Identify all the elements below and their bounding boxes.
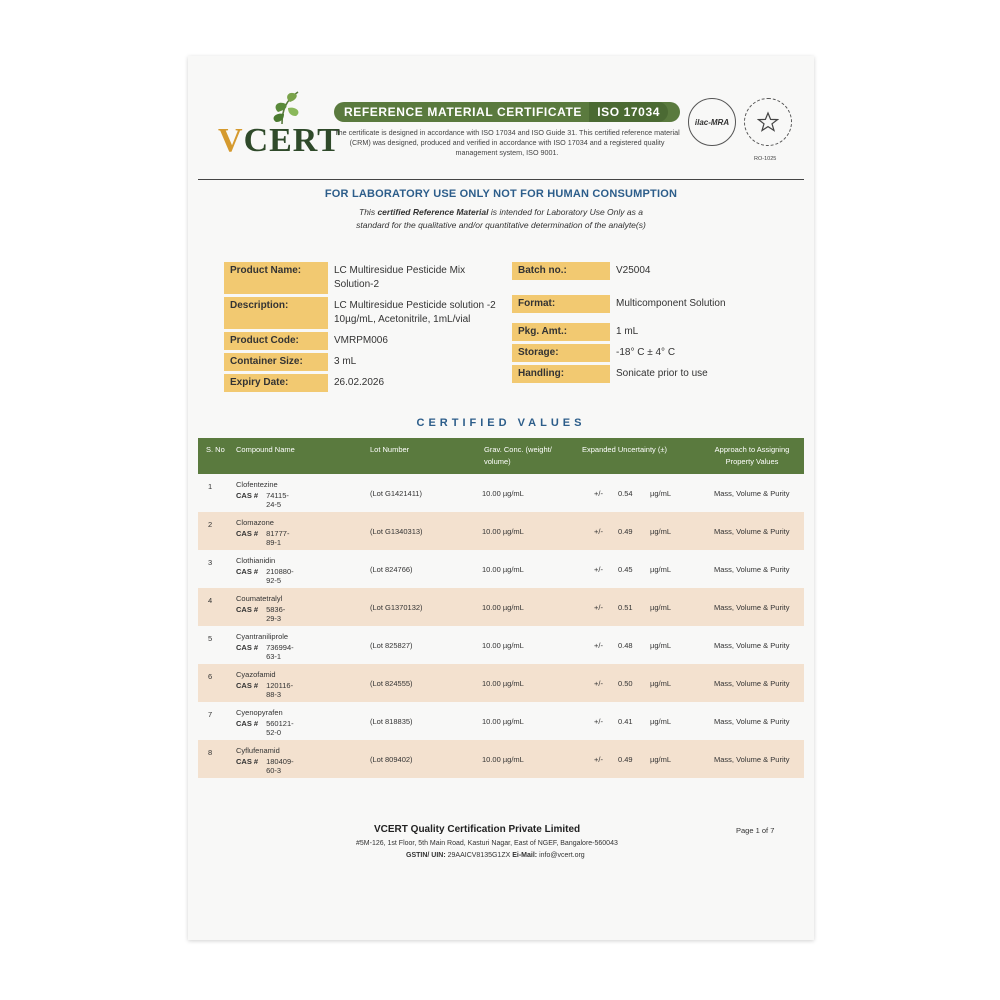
plus-minus: +/- [594, 489, 603, 498]
info-row [512, 295, 800, 313]
uncertainty: 0.51 [618, 603, 633, 612]
approach: Mass, Volume & Purity [714, 641, 790, 650]
cas-label: CAS # [236, 643, 259, 652]
lab-use-subtitle [348, 206, 654, 232]
row-sno: 8 [208, 748, 213, 757]
cas-value: 180409-60-3 [266, 757, 294, 775]
info-key: Container Size: [224, 353, 328, 371]
info-value: LC Multiresidue Pesticide solution -2 10µg/mL, Acetonitrile, 1mL/vial [334, 300, 496, 325]
uncertainty-unit: µg/mL [650, 565, 671, 574]
vcert-logo [218, 122, 341, 160]
cas-number [236, 757, 294, 775]
plus-minus: +/- [594, 679, 603, 688]
grav-conc: 10.00 µg/mL [482, 603, 524, 612]
gst-label: GSTIN/ UIN: [406, 852, 446, 859]
info-row [512, 323, 800, 341]
table-row [198, 588, 804, 626]
approach: Mass, Volume & Purity [714, 679, 790, 688]
header-divider [198, 179, 804, 180]
cas-number [236, 643, 294, 661]
email-label: Ei-Mail: [512, 852, 538, 859]
approach: Mass, Volume & Purity [714, 527, 790, 536]
compound-name: Cyantraniliprole [236, 632, 289, 641]
header-sno: S. No [206, 445, 225, 454]
accreditation-seal-icon [744, 98, 792, 146]
lot-number: (Lot G1370132) [370, 603, 423, 612]
info-row [224, 374, 508, 392]
compound-name: Clomazone [236, 518, 274, 527]
approach: Mass, Volume & Purity [714, 717, 790, 726]
uncertainty-unit: µg/mL [650, 527, 671, 536]
uncertainty-unit: µg/mL [650, 755, 671, 764]
seal-caption: RO-1025 [754, 156, 777, 162]
cas-label: CAS # [236, 757, 259, 766]
cas-value: 81777-89-1 [266, 529, 290, 547]
info-key: Batch no.: [512, 262, 610, 280]
uncertainty: 0.54 [618, 489, 633, 498]
uncertainty: 0.45 [618, 565, 633, 574]
logo-v: V [218, 122, 244, 159]
row-sno: 5 [208, 634, 213, 643]
table-row [198, 740, 804, 778]
info-value: VMRPM006 [334, 335, 388, 346]
uncertainty-unit: µg/mL [650, 489, 671, 498]
grav-conc: 10.00 µg/mL [482, 717, 524, 726]
grav-conc: 10.00 µg/mL [482, 755, 524, 764]
info-row [224, 262, 508, 294]
approach: Mass, Volume & Purity [714, 755, 790, 764]
plus-minus: +/- [594, 641, 603, 650]
row-sno: 4 [208, 596, 213, 605]
info-value: LC Multiresidue Pesticide Mix Solution-2 [334, 265, 466, 290]
uncertainty-unit: µg/mL [650, 603, 671, 612]
grav-conc: 10.00 µg/mL [482, 565, 524, 574]
footer-company: VCERT Quality Certification Private Limited [374, 824, 581, 835]
uncertainty-unit: µg/mL [650, 641, 671, 650]
certified-values-title: CERTIFIED VALUES [416, 417, 586, 429]
header-approach: Approach to Assigning Property Values [714, 445, 790, 466]
lab-use-title: FOR LABORATORY USE ONLY NOT FOR HUMAN CONSUMPTION [324, 188, 678, 200]
info-value: 1 mL [616, 326, 639, 337]
grav-conc: 10.00 µg/mL [482, 641, 524, 650]
cas-label: CAS # [236, 529, 259, 538]
lot-number: (Lot 824766) [370, 565, 413, 574]
row-sno: 2 [208, 520, 213, 529]
uncertainty-unit: µg/mL [650, 679, 671, 688]
compound-name: Cyazofamid [236, 670, 276, 679]
product-info-right [512, 262, 800, 386]
plus-minus: +/- [594, 565, 603, 574]
approach: Mass, Volume & Purity [714, 603, 790, 612]
plus-minus: +/- [594, 717, 603, 726]
star-emblem-icon [757, 111, 779, 133]
banner-iso: ISO 17034 [589, 102, 668, 122]
row-sno: 3 [208, 558, 213, 567]
row-sno: 6 [208, 672, 213, 681]
subtitle-post: is intended for Laboratory Use Only as a standard for the qualitative and/or quantitative determination of the analyte(s) [356, 207, 646, 230]
cas-label: CAS # [236, 605, 259, 614]
cas-label: CAS # [236, 719, 259, 728]
logo-cert: CERT [243, 122, 341, 159]
table-body [198, 474, 804, 778]
compound-name: Coumatetralyl [236, 594, 283, 603]
lot-number: (Lot 809402) [370, 755, 413, 764]
lot-number: (Lot 818835) [370, 717, 413, 726]
product-info-left [224, 262, 508, 395]
footer-contact [406, 852, 585, 859]
table-row [198, 550, 804, 588]
info-key: Description: [224, 297, 328, 329]
cas-label: CAS # [236, 681, 259, 690]
uncertainty: 0.49 [618, 755, 633, 764]
info-key: Product Code: [224, 332, 328, 350]
seal-ilac-text: ilac-MRA [694, 117, 730, 127]
ilac-mra-seal-icon [688, 98, 736, 146]
footer-address: #5M-126, 1st Floor, 5th Main Road, Kasturi Nagar, East of NGEF, Bangalore-560043 [356, 840, 618, 847]
uncertainty-unit: µg/mL [650, 717, 671, 726]
info-key: Storage: [512, 344, 610, 362]
certificate-banner [334, 102, 680, 122]
leaf-logo-icon [258, 88, 308, 126]
plus-minus: +/- [594, 603, 603, 612]
info-value: -18° C ± 4° C [616, 347, 676, 358]
certified-values-table [198, 438, 804, 778]
lot-number: (Lot G1421411) [370, 489, 422, 498]
table-row [198, 702, 804, 740]
info-value: 3 mL [334, 356, 357, 367]
cas-number [236, 529, 290, 547]
cas-value: 210880-92-5 [266, 567, 294, 585]
header-name: Compound Name [236, 445, 295, 454]
lot-number: (Lot 824555) [370, 679, 413, 688]
lot-number: (Lot 825827) [370, 641, 413, 650]
cas-value: 120116-88-3 [266, 681, 294, 699]
banner-title: REFERENCE MATERIAL CERTIFICATE [344, 105, 583, 119]
banner-description: The certificate is designed in accordance with ISO 17034 and ISO Guide 31. This certified reference material (CRM) was designed, produced and verified in accordance with ISO 17034 and a registered quality management system, ISO 9001. [334, 128, 680, 157]
header-lot: Lot Number [370, 445, 410, 454]
lot-number: (Lot G1340313) [370, 527, 423, 536]
info-row [512, 262, 800, 280]
row-sno: 1 [208, 482, 213, 491]
subtitle-pre: This [359, 207, 378, 217]
uncertainty: 0.49 [618, 527, 633, 536]
info-key: Expiry Date: [224, 374, 328, 392]
cas-value: 74115-24-5 [266, 491, 289, 509]
email-value: info@vcert.org [539, 852, 585, 859]
cas-value: 560121-52-0 [266, 719, 294, 737]
info-value: Sonicate prior to use [616, 368, 708, 379]
info-row [512, 365, 800, 383]
plus-minus: +/- [594, 527, 603, 536]
table-header [198, 438, 804, 474]
grav-conc: 10.00 µg/mL [482, 527, 524, 536]
table-row [198, 474, 804, 512]
row-sno: 7 [208, 710, 213, 719]
cas-number [236, 567, 294, 585]
uncertainty: 0.50 [618, 679, 633, 688]
info-key: Product Name: [224, 262, 328, 294]
table-row [198, 626, 804, 664]
gst-value: 29AAICV8135G1ZX [447, 852, 511, 859]
uncertainty: 0.48 [618, 641, 633, 650]
cas-label: CAS # [236, 491, 259, 500]
approach: Mass, Volume & Purity [714, 565, 790, 574]
uncertainty: 0.41 [618, 717, 633, 726]
info-key: Handling: [512, 365, 610, 383]
info-row [224, 332, 508, 350]
compound-name: Clothianidin [236, 556, 276, 565]
compound-name: Cyenopyrafen [236, 708, 283, 717]
subtitle-bold: certified Reference Material [377, 207, 489, 217]
certificate-page [188, 56, 814, 940]
table-row [198, 512, 804, 550]
grav-conc: 10.00 µg/mL [482, 679, 524, 688]
info-key: Pkg. Amt.: [512, 323, 610, 341]
cas-value: 5836-29-3 [266, 605, 286, 623]
compound-name: Cyflufenamid [236, 746, 280, 755]
info-row [224, 297, 508, 329]
cas-number [236, 605, 286, 623]
info-row [224, 353, 508, 371]
cas-number [236, 719, 294, 737]
info-value: 26.02.2026 [334, 377, 385, 388]
cas-label: CAS # [236, 567, 259, 576]
info-value: V25004 [616, 265, 651, 276]
table-row [198, 664, 804, 702]
compound-name: Clofentezine [236, 480, 278, 489]
cas-number [236, 491, 289, 509]
info-row [512, 344, 800, 362]
info-key: Format: [512, 295, 610, 313]
grav-conc: 10.00 µg/mL [482, 489, 524, 498]
plus-minus: +/- [594, 755, 603, 764]
cas-value: 736994-63-1 [266, 643, 294, 661]
info-value: Multicomponent Solution [616, 298, 726, 309]
header-unc: Expanded Uncertainty (±) [582, 445, 667, 454]
footer-page-number: Page 1 of 7 [736, 826, 775, 835]
approach: Mass, Volume & Purity [714, 489, 790, 498]
cas-number [236, 681, 294, 699]
header-conc: Grav. Conc. (weight/ volume) [484, 445, 552, 466]
